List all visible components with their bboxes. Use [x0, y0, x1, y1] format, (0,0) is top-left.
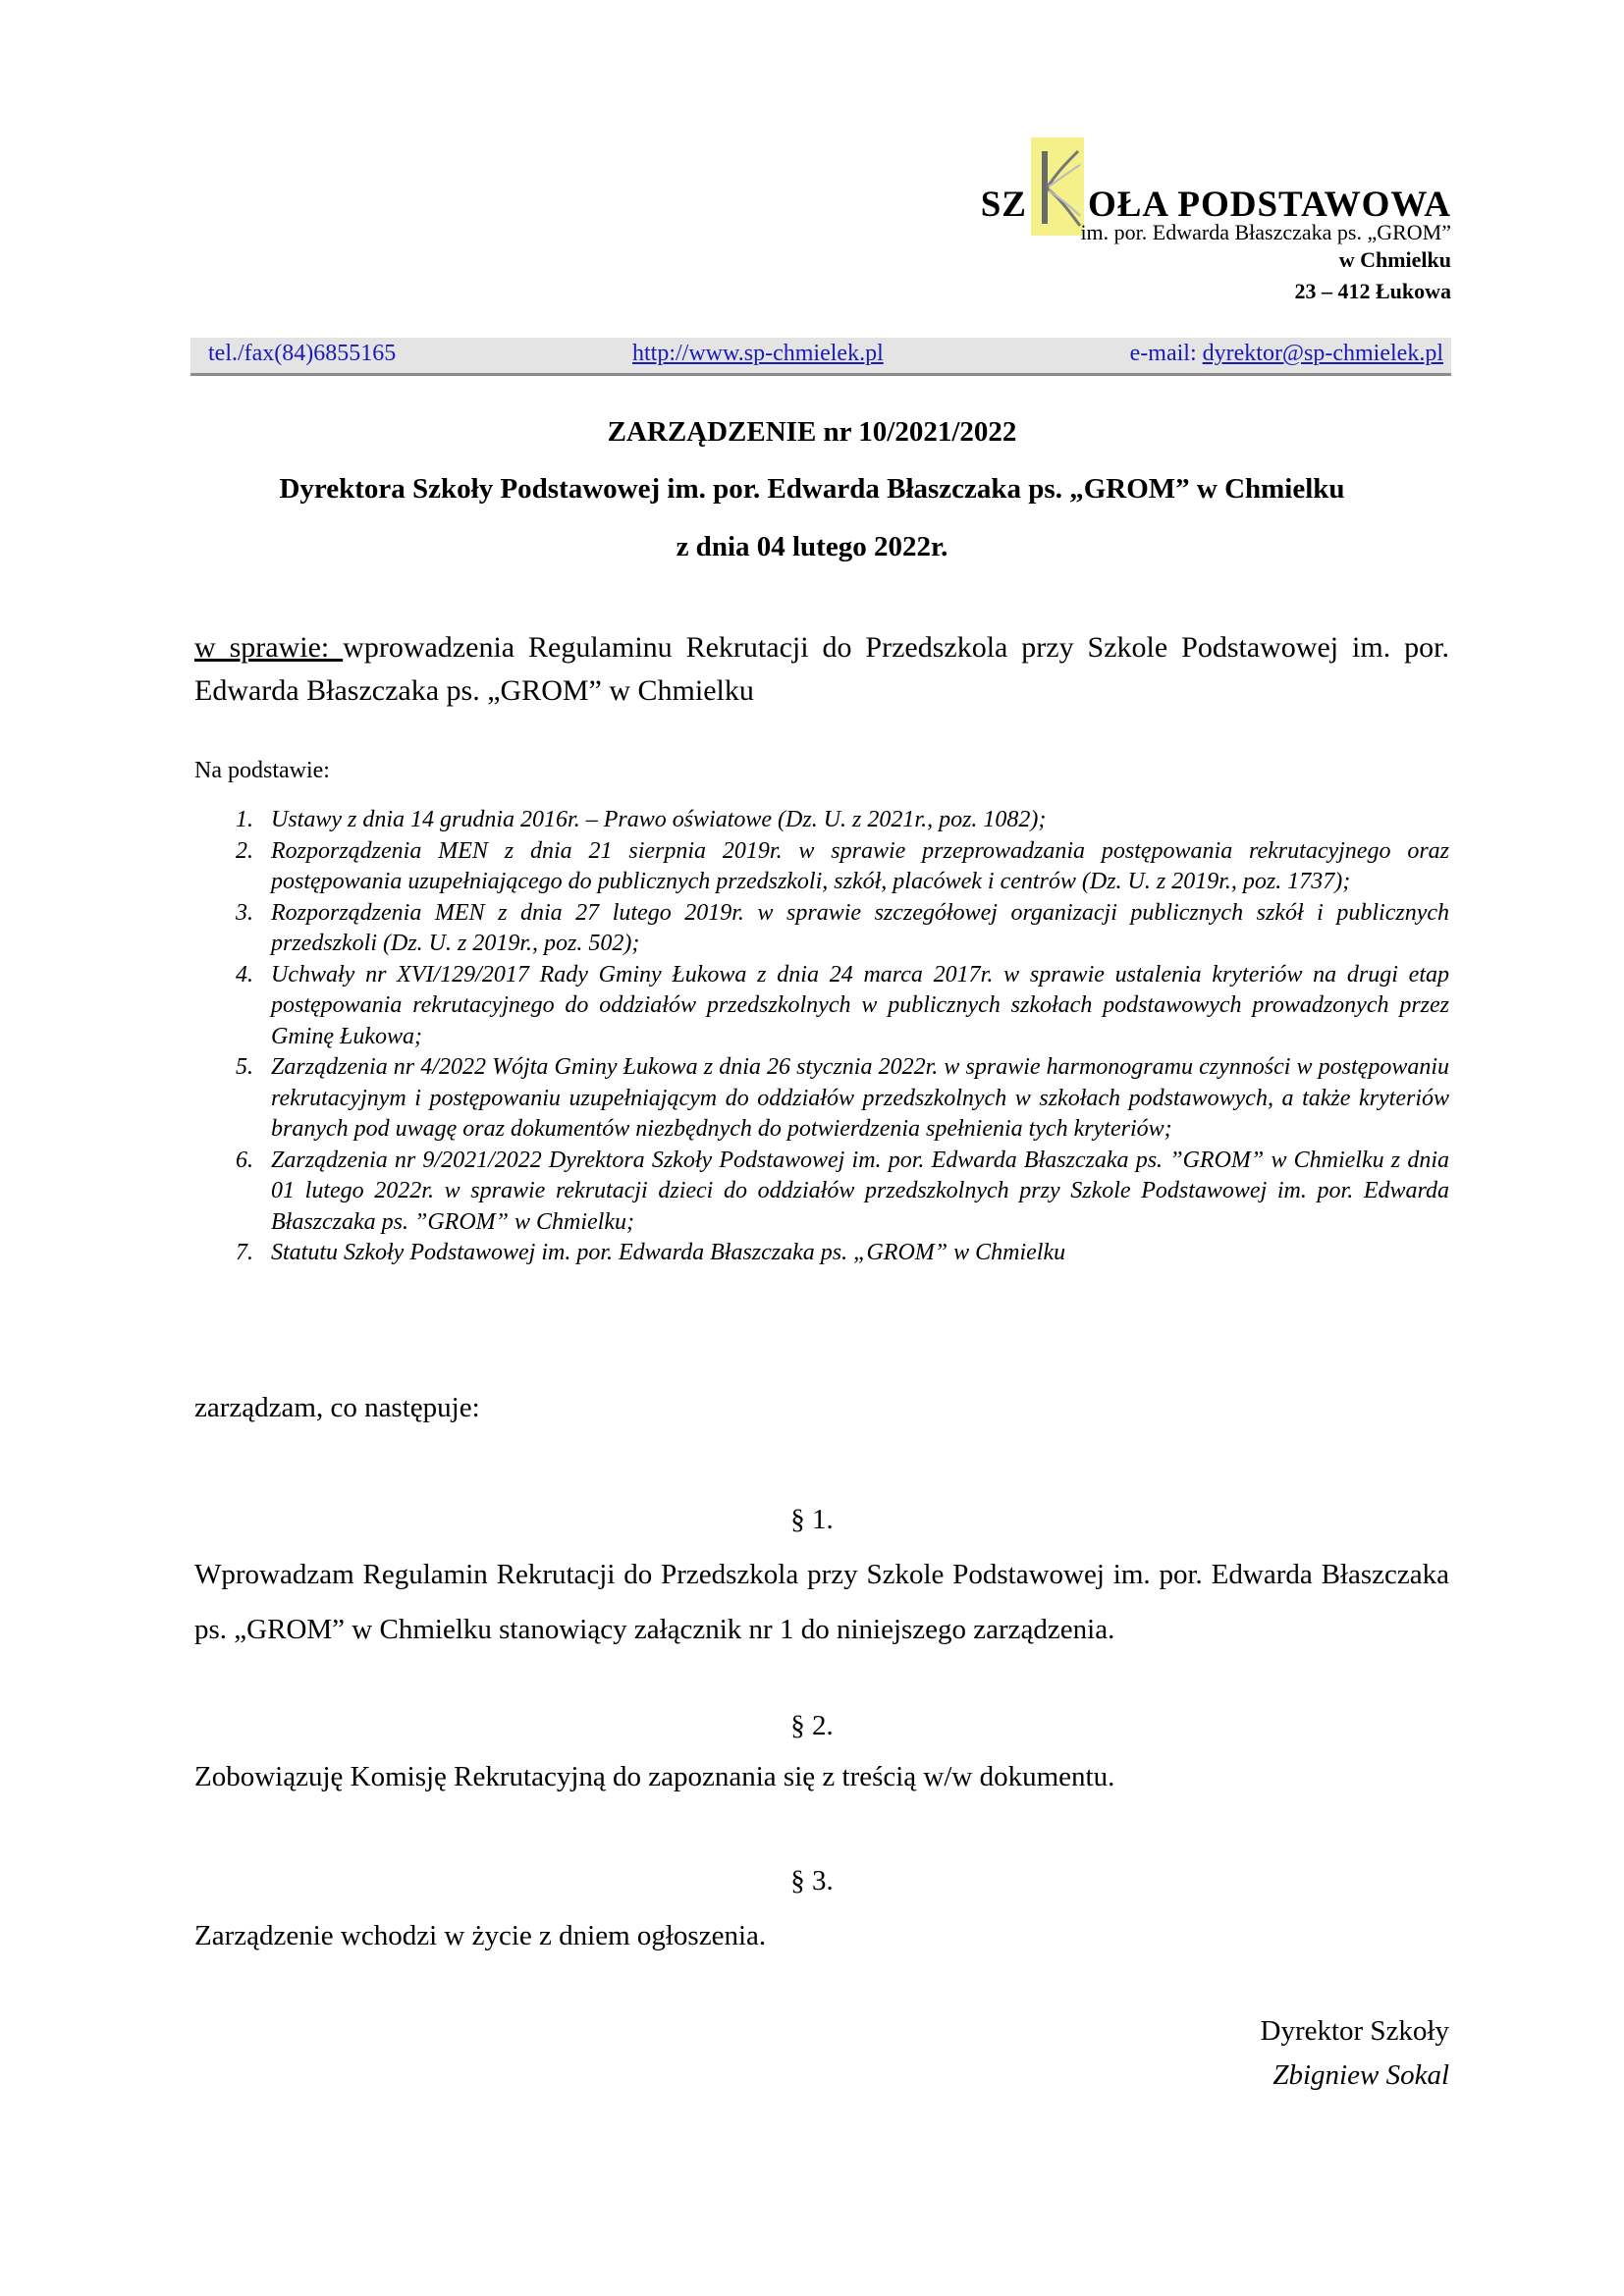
legal-basis-list [236, 805, 1449, 1269]
document-date: z dnia 04 lutego 2022r. [676, 531, 948, 562]
email-label: e-mail: [1129, 341, 1203, 366]
list-item [236, 1238, 1449, 1269]
paragraph-mark-3: § 3. [790, 1865, 834, 1896]
phone-number: tel./fax(84)6855165 [208, 341, 397, 366]
list-item-number: 1. [236, 807, 253, 832]
school-name [981, 167, 1451, 226]
document-subject [194, 626, 1449, 713]
paragraph-mark-2: § 2. [790, 1710, 834, 1741]
list-item-number: 2. [236, 837, 253, 864]
school-zip: 23 – 412 Łukowa [1294, 279, 1451, 303]
document-title: ZARZĄDZENIE nr 10/2021/2022 [607, 416, 1017, 448]
paragraph-text-2: Zobowiązuję Komisję Rekrutacyjną do zapoznania się z treścią w/w dokumentu. [194, 1761, 1115, 1792]
paragraph-text-1: Wprowadzam Regulamin Rekrutacji do Przedszkola przy Szkole Podstawowej im. por. Edwarda Błaszczaka ps. „GROM” w Chmielku stanowiący załącznik nr 1 do niniejszego zarządzenia. [194, 1559, 1449, 1645]
school-name-suffix: OŁA PODSTAWOWA [1087, 185, 1451, 225]
list-item-number: 5. [236, 1054, 253, 1080]
list-item-number: 3. [236, 899, 253, 926]
list-item-text: Uchwały nr XVI/129/2017 Rady Gminy Łukowa z dnia 24 marca 2017r. w sprawie ustalenia kryteriów na drugi etap postępowania rekrutacyjnego do oddziałów przedszkolnych w publicznych szkołach podstawowych prowadzonych przez Gminę Łukowa; [271, 961, 1449, 1049]
list-item-number: 6. [236, 1147, 253, 1173]
legal-basis-label: Na podstawie: [194, 758, 330, 783]
school-name-prefix: SZ [980, 185, 1027, 225]
list-item [236, 898, 1449, 960]
signature-title: Dyrektor Szkoły [1260, 2015, 1449, 2047]
list-item-text: Rozporządzenia MEN z dnia 27 lutego 2019r. w sprawie szczegółowej organizacji publicznych szkół i publicznych przedszkoli (Dz. U. z 2019r., poz. 502); [271, 899, 1449, 956]
list-item-text: Statutu Szkoły Podstawowej im. por. Edwarda Błaszczaka ps. „GROM” w Chmielku [271, 1240, 1066, 1265]
contact-bar [190, 338, 1451, 376]
school-patron: im. por. Edwarda Błaszczaka ps. „GROM” [1080, 220, 1451, 244]
signature-name: Zbigniew Sokal [1272, 2059, 1449, 2091]
subject-text: wprowadzenia Regulaminu Rekrutacji do Przedszkola przy Szkole Podstawowej im. por. Edwarda Błaszczaka ps. „GROM” w Chmielku [194, 631, 1449, 707]
email-link[interactable]: dyrektor@sp-chmielek.pl [1202, 341, 1443, 366]
school-city: w Chmielku [1338, 247, 1451, 272]
book-k-logo-icon [1031, 137, 1084, 236]
document-issuer: Dyrektora Szkoły Podstawowej im. por. Edwarda Błaszczaka ps. „GROM” w Chmielku [279, 473, 1345, 505]
website-link[interactable]: http://www.sp-chmielek.pl [632, 341, 884, 366]
list-item-number: 4. [236, 961, 253, 988]
list-item-text: Zarządzenia nr 9/2021/2022 Dyrektora Szkoły Podstawowej im. por. Edwarda Błaszczaka ps. ”GROM” w Chmielku z dnia 01 lutego 2022r. w sprawie rekrutacji dzieci do oddziałów przedszkolnych przy Szkole Podstawowej im. por. Edwarda Błaszczaka ps. ”GROM” w Chmielku; [271, 1147, 1449, 1235]
list-item [236, 1146, 1449, 1239]
list-item [236, 805, 1449, 836]
list-item-number: 7. [236, 1240, 253, 1265]
decree-statement: zarządzam, co następuje: [194, 1392, 480, 1423]
paragraph-text-3: Zarządzenie wchodzi w życie z dniem ogłoszenia. [194, 1920, 767, 1951]
list-item-text: Zarządzenia nr 4/2022 Wójta Gminy Łukowa z dnia 26 stycznia 2022r. w sprawie harmonogramu czynności w postępowaniu rekrutacyjnym i postępowaniu uzupełniającym do oddziałów przedszkolnych w szkołach podstawowych, a także kryteriów branych pod uwagę oraz dokumentów niezbędnych do potwierdzenia spełnienia tych kryteriów; [271, 1054, 1449, 1142]
subject-lead: w sprawie: [194, 631, 344, 664]
list-item-text: Rozporządzenia MEN z dnia 21 sierpnia 2019r. w sprawie przeprowadzania postępowania rekrutacyjnego oraz postępowania uzupełniającego do publicznych przedszkoli, szkół, placówek i centrów (Dz. U. z 2019r., poz. 1737); [271, 837, 1449, 894]
list-item [236, 1052, 1449, 1146]
paragraph-mark-1: § 1. [790, 1504, 834, 1535]
list-item [236, 836, 1449, 898]
email-contact [1130, 341, 1443, 367]
list-item [236, 960, 1449, 1053]
list-item-text: Ustawy z dnia 14 grudnia 2016r. – Prawo oświatowe (Dz. U. z 2021r., poz. 1082); [271, 807, 1047, 832]
